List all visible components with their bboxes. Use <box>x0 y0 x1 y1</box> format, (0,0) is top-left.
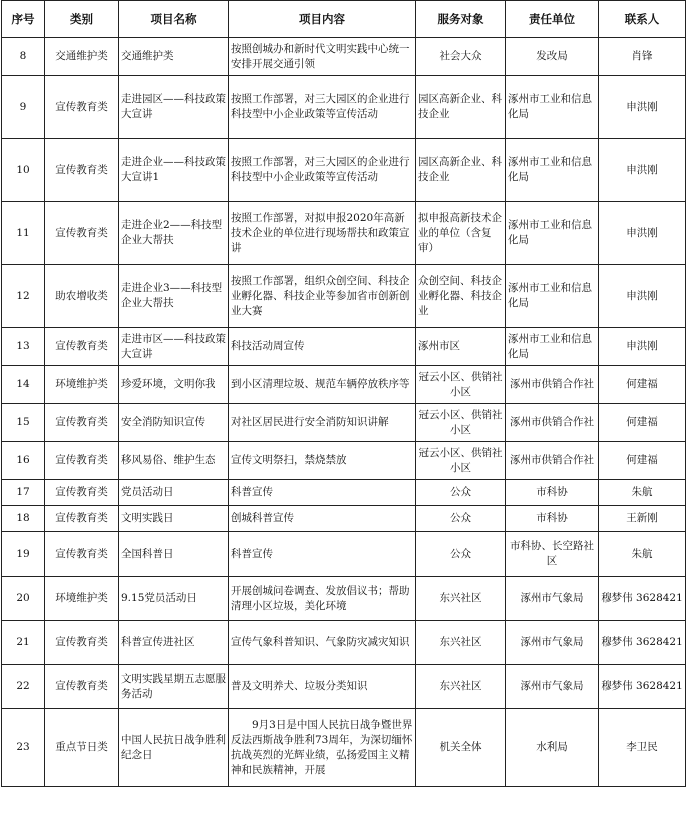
cell-category: 宣传教育类 <box>45 506 119 532</box>
cell-unit: 市科协 <box>506 480 599 506</box>
cell-name: 全国科普日 <box>119 532 229 577</box>
cell-name: 党员活动日 <box>119 480 229 506</box>
cell-category: 宣传教育类 <box>45 665 119 709</box>
projects-table <box>1 0 686 787</box>
cell-unit: 涿州市工业和信息化局 <box>506 139 599 202</box>
col-header-target: 服务对象 <box>416 1 506 38</box>
cell-unit: 涿州市气象局 <box>506 665 599 709</box>
cell-name: 中国人民抗日战争胜利纪念日 <box>119 709 229 787</box>
cell-contact: 李卫民 <box>599 709 686 787</box>
cell-contact: 穆梦伟 3628421 <box>599 577 686 621</box>
cell-content: 科普宣传 <box>229 480 416 506</box>
table-row <box>2 709 686 787</box>
cell-contact: 何建福 <box>599 366 686 404</box>
cell-unit: 涿州市气象局 <box>506 621 599 665</box>
cell-target: 公众 <box>416 480 506 506</box>
cell-target: 公众 <box>416 532 506 577</box>
cell-name: 走进园区——科技政策大宣讲 <box>119 76 229 139</box>
cell-unit: 涿州市供销合作社 <box>506 442 599 480</box>
table-row <box>2 366 686 404</box>
cell-target: 园区高新企业、科技企业 <box>416 139 506 202</box>
cell-no: 23 <box>2 709 45 787</box>
cell-category: 宣传教育类 <box>45 328 119 366</box>
table-row <box>2 665 686 709</box>
cell-contact: 朱航 <box>599 532 686 577</box>
cell-no: 22 <box>2 665 45 709</box>
cell-contact: 申洪刚 <box>599 139 686 202</box>
cell-unit: 水利局 <box>506 709 599 787</box>
cell-target: 公众 <box>416 506 506 532</box>
cell-contact: 朱航 <box>599 480 686 506</box>
cell-content: 科普宣传 <box>229 532 416 577</box>
cell-unit: 市科协、长空路社区 <box>506 532 599 577</box>
cell-category: 交通维护类 <box>45 38 119 76</box>
cell-target: 冠云小区、供销社小区 <box>416 366 506 404</box>
cell-category: 重点节日类 <box>45 709 119 787</box>
cell-content: 创城科普宣传 <box>229 506 416 532</box>
cell-category: 宣传教育类 <box>45 202 119 265</box>
cell-contact: 穆梦伟 3628421 <box>599 665 686 709</box>
cell-target: 东兴社区 <box>416 577 506 621</box>
col-header-no: 序号 <box>2 1 45 38</box>
cell-name: 安全消防知识宣传 <box>119 404 229 442</box>
cell-content: 按照创城办和新时代文明实践中心统一安排开展交通引领 <box>229 38 416 76</box>
cell-no: 18 <box>2 506 45 532</box>
cell-contact: 何建福 <box>599 404 686 442</box>
cell-no: 17 <box>2 480 45 506</box>
cell-name: 走进企业3——科技型企业大帮扶 <box>119 265 229 328</box>
table-row <box>2 139 686 202</box>
cell-unit: 涿州市工业和信息化局 <box>506 202 599 265</box>
col-header-name: 项目名称 <box>119 1 229 38</box>
cell-content: 按照工作部署，对三大园区的企业进行科技型中小企业政策等宣传活动 <box>229 76 416 139</box>
cell-unit: 涿州市供销合作社 <box>506 366 599 404</box>
table-row <box>2 621 686 665</box>
cell-contact: 申洪刚 <box>599 328 686 366</box>
cell-content: 开展创城问卷调查、发放倡议书；帮助清理小区垃圾，美化环境 <box>229 577 416 621</box>
cell-target: 拟申报高新技术企业的单位（含复审） <box>416 202 506 265</box>
cell-content: 对社区居民进行安全消防知识讲解 <box>229 404 416 442</box>
cell-content: 按照工作部署，对三大园区的企业进行科技型中小企业政策等宣传活动 <box>229 139 416 202</box>
cell-no: 20 <box>2 577 45 621</box>
cell-target: 涿州市区 <box>416 328 506 366</box>
cell-name: 走进市区——科技政策大宣讲 <box>119 328 229 366</box>
cell-category: 宣传教育类 <box>45 404 119 442</box>
cell-content: 按照工作部署，对拟申报2020年高新技术企业的单位进行现场帮扶和政策宣讲 <box>229 202 416 265</box>
cell-name: 科普宣传进社区 <box>119 621 229 665</box>
cell-content: 按照工作部署，组织众创空间、科技企业孵化器、科技企业等参加省市创新创业大赛 <box>229 265 416 328</box>
cell-content: 科技活动周宣传 <box>229 328 416 366</box>
cell-name: 交通维护类 <box>119 38 229 76</box>
cell-no: 11 <box>2 202 45 265</box>
table-row <box>2 202 686 265</box>
cell-contact: 申洪刚 <box>599 202 686 265</box>
table-row <box>2 265 686 328</box>
cell-contact: 穆梦伟 3628421 <box>599 621 686 665</box>
cell-no: 12 <box>2 265 45 328</box>
table-row <box>2 532 686 577</box>
table-row <box>2 506 686 532</box>
cell-target: 东兴社区 <box>416 665 506 709</box>
table-row <box>2 404 686 442</box>
table-row <box>2 480 686 506</box>
cell-target: 社会大众 <box>416 38 506 76</box>
cell-content: 宣传气象科普知识、气象防灾减灾知识 <box>229 621 416 665</box>
cell-content: 到小区清理垃圾、规范车辆停放秩序等 <box>229 366 416 404</box>
cell-target: 东兴社区 <box>416 621 506 665</box>
cell-unit: 涿州市工业和信息化局 <box>506 76 599 139</box>
cell-no: 15 <box>2 404 45 442</box>
cell-no: 8 <box>2 38 45 76</box>
cell-name: 珍爱环境，文明你我 <box>119 366 229 404</box>
cell-target: 众创空间、科技企业孵化器、科技企业 <box>416 265 506 328</box>
cell-category: 宣传教育类 <box>45 442 119 480</box>
col-header-unit: 责任单位 <box>506 1 599 38</box>
cell-no: 9 <box>2 76 45 139</box>
cell-name: 走进企业——科技政策大宣讲1 <box>119 139 229 202</box>
cell-no: 16 <box>2 442 45 480</box>
cell-target: 机关全体 <box>416 709 506 787</box>
cell-unit: 发改局 <box>506 38 599 76</box>
cell-contact: 肖锋 <box>599 38 686 76</box>
cell-contact: 申洪刚 <box>599 265 686 328</box>
cell-unit: 涿州市气象局 <box>506 577 599 621</box>
cell-no: 19 <box>2 532 45 577</box>
cell-no: 10 <box>2 139 45 202</box>
cell-name: 9.15党员活动日 <box>119 577 229 621</box>
table-row <box>2 442 686 480</box>
cell-name: 走进企业2——科技型企业大帮扶 <box>119 202 229 265</box>
table-row <box>2 76 686 139</box>
cell-category: 宣传教育类 <box>45 76 119 139</box>
cell-content: 宣传文明祭扫，禁烧禁放 <box>229 442 416 480</box>
cell-name: 文明实践日 <box>119 506 229 532</box>
header-row <box>2 1 686 38</box>
cell-contact: 何建福 <box>599 442 686 480</box>
table-row <box>2 577 686 621</box>
cell-contact: 王新刚 <box>599 506 686 532</box>
cell-category: 环境维护类 <box>45 366 119 404</box>
cell-target: 冠云小区、供销社小区 <box>416 442 506 480</box>
cell-target: 冠云小区、供销社小区 <box>416 404 506 442</box>
cell-target: 园区高新企业、科技企业 <box>416 76 506 139</box>
cell-category: 助农增收类 <box>45 265 119 328</box>
cell-category: 环境维护类 <box>45 577 119 621</box>
col-header-content: 项目内容 <box>229 1 416 38</box>
cell-unit: 市科协 <box>506 506 599 532</box>
cell-name: 移风易俗、维护生态 <box>119 442 229 480</box>
col-header-contact: 联系人 <box>599 1 686 38</box>
cell-no: 13 <box>2 328 45 366</box>
cell-name: 文明实践星期五志愿服务活动 <box>119 665 229 709</box>
col-header-category: 类别 <box>45 1 119 38</box>
cell-no: 21 <box>2 621 45 665</box>
cell-category: 宣传教育类 <box>45 532 119 577</box>
cell-content: 9月3日是中国人民抗日战争暨世界反法西斯战争胜利73周年，为深切缅怀抗战英烈的光辉业绩，弘扬爱国主义精神和民族精神，开展 <box>229 709 416 787</box>
cell-unit: 涿州市工业和信息化局 <box>506 265 599 328</box>
cell-contact: 申洪刚 <box>599 76 686 139</box>
cell-no: 14 <box>2 366 45 404</box>
table-row <box>2 38 686 76</box>
cell-unit: 涿州市工业和信息化局 <box>506 328 599 366</box>
table-row <box>2 328 686 366</box>
cell-category: 宣传教育类 <box>45 480 119 506</box>
cell-category: 宣传教育类 <box>45 621 119 665</box>
cell-unit: 涿州市供销合作社 <box>506 404 599 442</box>
cell-category: 宣传教育类 <box>45 139 119 202</box>
cell-content: 普及文明养犬、垃圾分类知识 <box>229 665 416 709</box>
